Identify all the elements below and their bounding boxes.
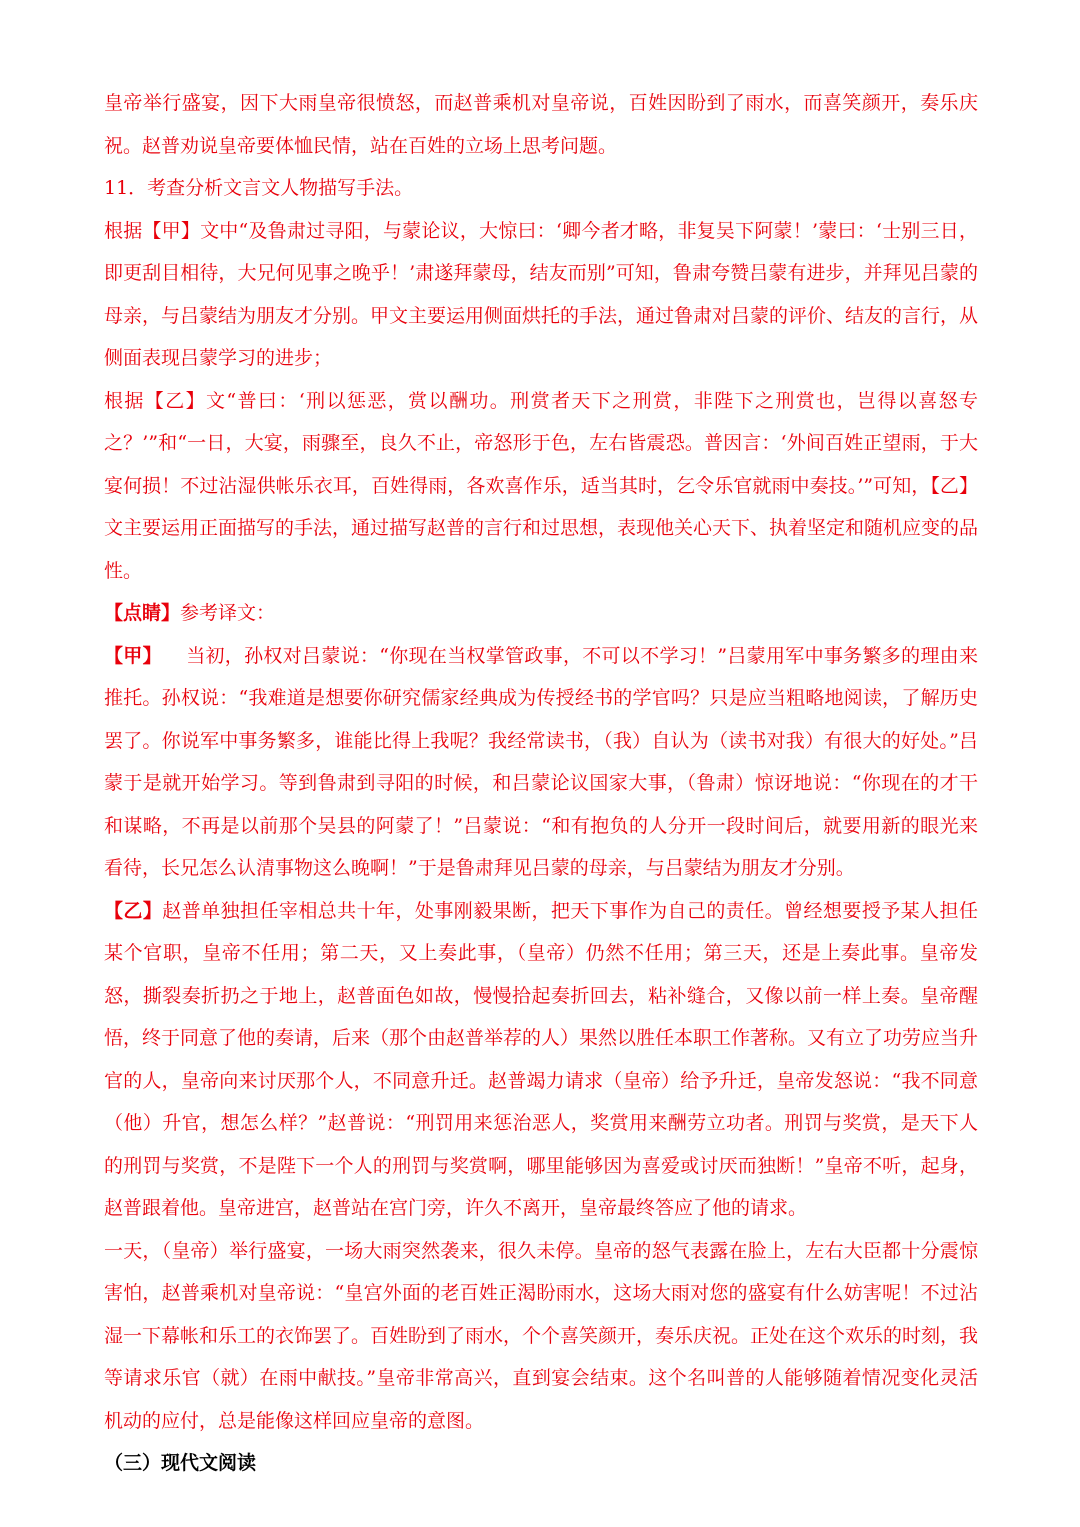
answer-paragraph: 皇帝举行盛宴，因下大雨皇帝很愤怒，而赵普乘机对皇帝说，百姓因盼到了雨水，而喜笑颜开，奏乐庆祝。赵普劝说皇帝要体恤民情，站在百姓的立场上思考问题。 — [104, 92, 978, 157]
translation-yi-text: 赵普单独担任宰相总共十年，处事刚毅果断，把天下事作为自己的责任。曾经想要授予某人担任某个官职，皇帝不任用；第二天，又上奏此事，（皇帝）仍然不任用；第三天，还是上奏此事。皇帝发怒，撕裂奏折扔之于地上，赵普面色如故，慢慢拾起奏折回去，粘补缝合，又像以前一样上奏。皇帝醒悟，终于同意了他的奏请，后来（那个由赵普举荐的人）果然以胜任本职工作著称。又有立了功劳应当升官的人，皇帝向来讨厌那个人，不同意升迁。赵普竭力请求（皇帝）给予升迁，皇帝发怒说：“我不同意（他）升官，想怎么样？”赵普说：“刑罚用来惩治恶人，奖赏用来酬劳立功者。刑罚与奖赏，是天下人的刑罚与奖赏，不是陛下一个人的刑罚与奖赏啊，哪里能够因为喜爱或讨厌而独断！”皇帝不听，起身，赵普跟着他。皇帝进宫，赵普站在宫门旁，许久不离开，皇帝最终答应了他的请求。 — [104, 899, 979, 1219]
question-11-title: 11．考查分析文言文人物描写手法。 — [104, 177, 414, 199]
dianjing-label: 【点睛】 — [104, 602, 181, 624]
dianjing-line — [104, 592, 978, 635]
analysis-jia-paragraph: 根据【甲】文中“及鲁肃过寻阳，与蒙论议，大惊曰：‘卿今者才略，非复吴下阿蒙！’蒙曰：‘士别三日，即更刮目相待，大兄何见事之晚乎！’肃遂拜蒙母，结友而别”可知，鲁肃夸赞吕蒙有进步，并拜见吕蒙的母亲，与吕蒙结为朋友才分别。甲文主要运用侧面烘托的手法，通过鲁肃对吕蒙的评价、结友的言行，从侧面表现吕蒙学习的进步； — [104, 219, 979, 369]
section-3-title: （三）现代文阅读 — [104, 1452, 257, 1474]
translation-jia-paragraph — [104, 635, 978, 890]
translation-jia-text: 当初，孙权对吕蒙说：“你现在当权掌管政事，不可以不学习！”吕蒙用军中事务繁多的理由来推托。孙权说：“我难道是想要你研究儒家经典成为传授经书的学官吗？只是应当粗略地阅读，了解历史罢了。你说军中事务繁多，谁能比得上我呢？我经常读书，（我）自认为（读书对我）有很大的好处。”吕蒙于是就开始学习。等到鲁肃到寻阳的时候，和吕蒙论议国家大事，（鲁肃）惊讶地说：“你现在的才干和谋略，不再是以前那个吴县的阿蒙了！”吕蒙说：“和有抱负的人分开一段时间后，就要用新的眼光来看待，长兄怎么认清事物这么晚啊！”于是鲁肃拜见吕蒙的母亲，与吕蒙结为朋友才分别。 — [104, 644, 978, 879]
analysis-yi-paragraph: 根据【乙】文“普曰：‘刑以惩恶，赏以酬功。刑赏者天下之刑赏，非陛下之刑赏也，岂得以喜怒专之？’”和“一日，大宴，雨骤至，良久不止，帝怒形于色，左右皆震恐。普因言：‘外间百姓正望雨，于大宴何损！不过沾湿供帐乐衣耳，百姓得雨，各欢喜作乐，适当其时，乞令乐官就雨中奏技。’”可知，【乙】文主要运用正面描写的手法，通过描写赵普的言行和过思想，表现他关心天下、执着坚定和随机应变的品性。 — [104, 389, 979, 582]
dianjing-text: 参考译文： — [180, 602, 276, 624]
translation-last-paragraph: 一天，（皇帝）举行盛宴，一场大雨突然袭来，很久未停。皇帝的怒气表露在脸上，左右大臣都十分震惊害怕，赵普乘机对皇帝说：“皇宫外面的老百姓正渴盼雨水，这场大雨对您的盛宴有什么妨害呢！不过沾湿一下幕帐和乐工的衣饰罢了。百姓盼到了雨水，个个喜笑颜开，奏乐庆祝。正处在这个欢乐的时刻，我等请求乐官（就）在雨中献技。”皇帝非常高兴，直到宴会结束。这个名叫普的人能够随着情况变化灵活机动的应付，总是能像这样回应皇帝的意图。 — [104, 1239, 979, 1432]
jia-label: 【甲】 — [104, 644, 162, 667]
document-body — [104, 82, 978, 1485]
yi-label: 【乙】 — [104, 899, 163, 922]
translation-yi-paragraph — [104, 890, 978, 1230]
